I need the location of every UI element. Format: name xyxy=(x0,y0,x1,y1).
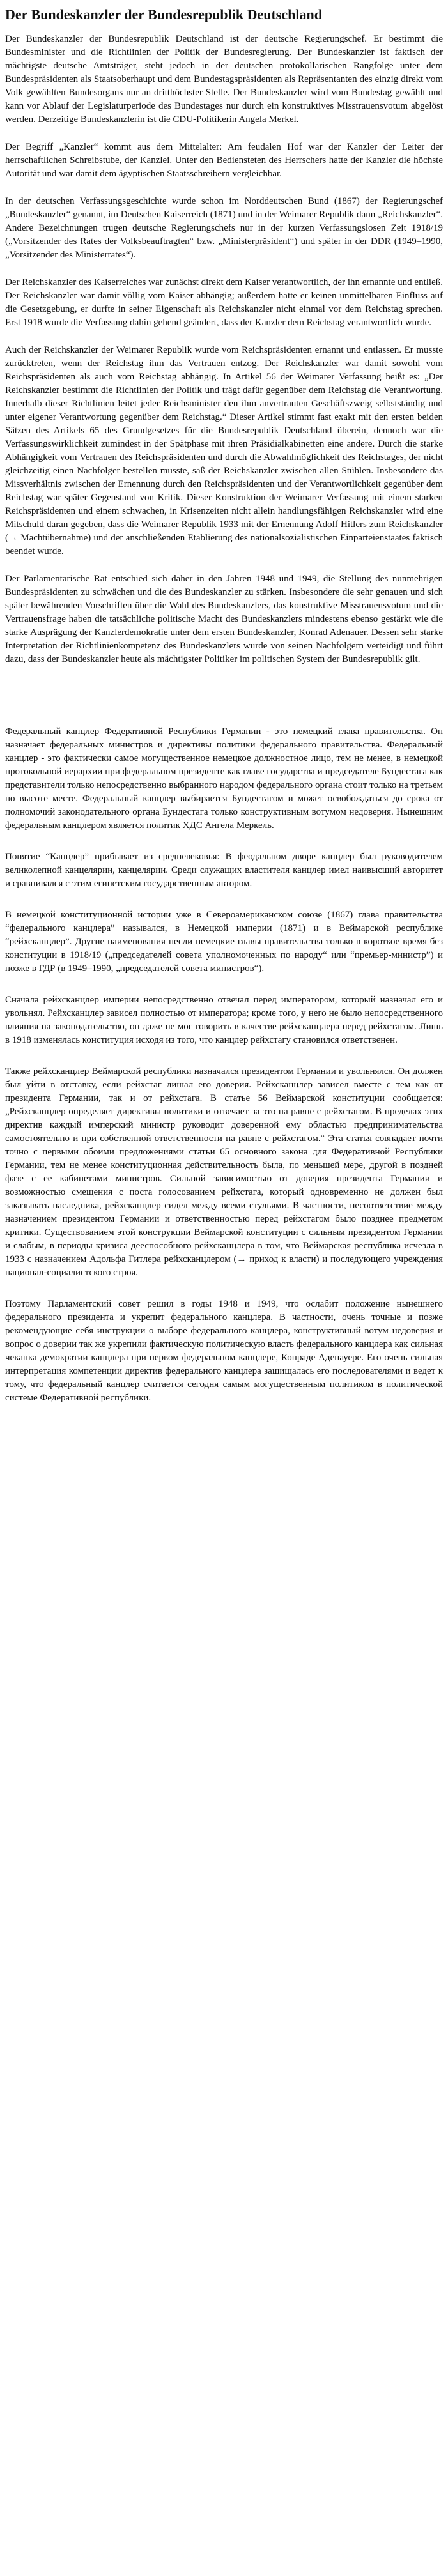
russian-paragraph-5: Также рейхсканцлер Веймарской республики назначался президентом Германии и увольнялся. Он должен был уйти в отставку, если рейхстаг лишал его доверия. Рейхсканцлер зависел вместе с тем как от президента Германии, так и от рейхстага. В статье 56 Веймарской конституции сообщается: „Рейхсканцлер определяет директивы политики и отвечает за это на равне с рейхстагом. В пределах этих директив каждый имперский министр руководит доверенной ему областью предпринимательства самостоятельно и при собственной ответственности на равне с рейхстагом.“ Эта статья совпадает почти точно с первыми обоими предложениями статьи 65 основного закона для Федеративной Республики Германии, тем не менее конституционная действительность была, по меньшей мере, другой в поздней фазе с ее кабинетами министров. Сильной зависимостью от доверия президента Германии и возможностью смещения с поста голосованием рейхстага, который одновременно не должен был заказывать наследника, рейхсканцлер сидел между всеми стульями. В частности, несоответствие между назначением президентом Германии и ответственностью перед рейхстагом было позднее предметом критики. Существованием этой конструкции Веймарской конституции с сильным президентом Германии и слабым, в периоды кризиса дееспособного рейхсканцлера в том, что Веймарская республика исчезла в 1933 с назначением Адольфа Гитлера рейхсканцлером (→ приход к власти) и последующего учреждения национал-социалистского строя. xyxy=(5,1066,443,1278)
russian-paragraph-4: Сначала рейхсканцлер империи непосредственно отвечал перед императором, который назначал его и увольнял. Рейхсканцлер зависел полностью от императора; кроме того, у него не было непосредственного влияния на законодательство, он даже не мог говорить в качестве рейхсканцлера перед рейхстагом. Лишь в 1918 изменялась конституция исходя из того, что канцлер рейхстагу становился ответственен. xyxy=(5,995,443,1046)
russian-paragraph-3: В немецкой конституционной истории уже в Североамериканском союзе (1867) глава правительства “федерального канцлера” назывался, в Немецкой империи (1871) и в Веймарской республике “рейхсканцлер”. Другие наименования несли немецкие главы правительства только в короткое время без конституции в 1918/19 („председателей совета уполномоченных по народу“ или “премьер-министр”) и позже в ГДР (в 1949–1990, „председателей совета министров“). xyxy=(5,910,443,974)
german-paragraph-6: Der Parlamentarische Rat entschied sich daher in den Jahren 1948 und 1949, die Stellung des nunmehrigen Bundespräsidenten zu schwächen und die des Bundeskanzler zu stärken. Insbesondere die sehr genauen und sich später bewährenden Vorschriften über die Wahl des Bundeskanzlers, das konstruktive Misstrauensvotum und die Vertrauensfrage haben die tatsächliche politische Macht des Bundeskanzlers mindestens ebenso gestärkt wie die starke Ausprägung der Kanzlerdemokratie unter dem ersten Bundeskanzler, Konrad Adenauer. Dessen sehr starke Interpretation der Richtlinienkompetenz des Bundeskanzlers wurde von seinen Nachfolgern verteidigt und führt dazu, dass der Bundeskanzler heute als mächtigster Politiker im politischen System der Bundesrepublik gilt. xyxy=(5,574,443,665)
russian-paragraph-6: Поэтому Парламентский совет решил в годы 1948 и 1949, что ослабит положение нынешнего федерального президента и укрепит федерального канцлера. В частности, очень точные и позже рекомендующие себя инструкции о выборе федерального канцлера, конструктивный вотум недоверия и вопрос о доверии так же укрепили фактическую политическую власть федерального канцлера как сильная чеканка демократии канцлера при первом федеральном канцлере, Конраде Аденауере. Его очень сильная интерпретация компетенции директив федерального канцлера защищалась его последователями и ведет к тому, что федеральный канцлер считается сегодня самым могущественным политиком в политической системе Федеративной республики. xyxy=(5,1299,443,1404)
section-spacer xyxy=(5,680,443,725)
german-section xyxy=(5,33,443,666)
page-title: Der Bundeskanzler der Bundesrepublik Deutschland xyxy=(5,6,443,26)
german-paragraph-4: Der Reichskanzler des Kaiserreiches war zunächst direkt dem Kaiser verantwortlich, der ihn ernannte und entließ. Der Reichskanzler war damit völlig vom Kaiser abhängig; außerdem hatte er keinen unmittelbaren Einfluss auf die Gesetzgebung, er durfte in seiner Eigenschaft als Reichskanzler nicht einmal vor dem Reichstag sprechen. Erst 1918 wurde die Verfassung dahin gehend geändert, dass der Kanzler dem Reichstag verantwortlich wurde. xyxy=(5,277,443,328)
russian-section xyxy=(5,725,443,1405)
german-paragraph-2: Der Begriff „Kanzler“ kommt aus dem Mittelalter: Am feudalen Hof war der Kanzler der Leiter der herrschaftlichen Schreibstube, der Kanzlei. Unter den Bediensteten des Herrschers hatte der Kanzler die höchste Autorität und war damit dem ägyptischen Staatsschreibern vergleichbar. xyxy=(5,142,443,180)
german-paragraph-1: Der Bundeskanzler der Bundesrepublik Deutschland ist der deutsche Regierungschef. Er bestimmt die Bundesminister und die Richtlinien der Politik der Bundesregierung. Der Bundeskanzler ist faktisch der mächtigste deutsche Amtsträger, steht jedoch in der deutschen protokollarischen Rangfolge unter dem Bundespräsidenten als Staatsoberhaupt und dem Bundestagspräsidenten als Repräsentanten des einzig direkt vom Volk gewählten Bundesorgans nur an dritthöchster Stelle. Der Bundeskanzler wird vom Bundestag gewählt und kann vor Ablauf der Legislaturperiode des Bundestages nur durch ein konstruktives Misstrauensvotum abgelöst werden. Derzeitige Bundeskanzlerin ist die CDU-Politikerin Angela Merkel. xyxy=(5,34,443,125)
german-paragraph-3: In der deutschen Verfassungsgeschichte wurde schon im Norddeutschen Bund (1867) der Regierungschef „Bundeskanzler“ genannt, im Deutschen Kaiserreich (1871) und in der Weimarer Republik dann „Reichskanzler“. Andere Bezeichnungen trugen deutsche Regierungschefs nur in der kurzen Verfassungslosen Zeit 1918/19 („Vorsitzender des Rates der Volksbeauftragten“ bzw. „Ministerpräsident“) und später in der DDR (1949–1990, „Vorsitzender des Ministerrates“). xyxy=(5,196,443,261)
german-paragraph-5: Auch der Reichskanzler der Weimarer Republik wurde vom Reichspräsidenten ernannt und entlassen. Er musste zurücktreten, wenn der Reichstag ihm das Vertrauen entzog. Der Reichskanzler war damit sowohl vom Reichspräsidenten als auch vom Reichstag abhängig. In Artikel 56 der Weimarer Verfassung heißt es: „Der Reichskanzler bestimmt die Richtlinien der Politik und trägt dafür gegenüber dem Reichstag die Verantwortung. Innerhalb dieser Richtlinien leitet jeder Reichsminister den ihm anvertrauten Geschäftszweig selbstständig und unter eigener Verantwortung gegenüber dem Reichstag.“ Dieser Artikel stimmt fast exakt mit den ersten beiden Sätzen des Artikels 65 des Grundgesetzes für die Bundesrepublik Deutschland überein, dennoch war die Verfassungswirklichkeit zumindest in der Spätphase mit ihren Präsidialkabinetten eine andere. Durch die starke Abhängigkeit vom Vertrauen des Reichspräsidenten und durch die Abwahlmöglichkeit des Reichstages, der nicht gleichzeitig einen Nachfolger bestellen musste, saß der Reichskanzler zwischen allen Stühlen. Insbesondere das Missverhältnis zwischen der Ernennung durch den Reichspräsidenten und der Verantwortlichkeit gegenüber dem Reichstag war später Gegenstand von Kritik. Dieser Konstruktion der Weimarer Verfassung mit einem starken Reichspräsidenten und einem schwachen, in Krisenzeiten nicht allein handlungsfähigen Reichskanzler wird eine Mitschuld daran gegeben, dass die Weimarer Republik 1933 mit der Ernennung Adolf Hitlers zum Reichskanzler (→ Machtübernahme) und der anschließenden Etablierung des nationalsozialistischen Einparteienstaates faktisch beendet wurde. xyxy=(5,345,443,557)
russian-paragraph-1: Федеральный канцлер Федеративной Республики Германии - это немецкий глава правительства. Он назначает федеральных министров и директивы политики федерального правительства. Федеральный канцлер - это фактически самое могущественное немецкое должностное лицо, тем не менее, в немецкой протокольной иерархии при федеральном президенте как главе государства и председателе Бундестага как представители только непосредственно выбранного народом федерального органа стоит только на третьем по высоте месте. Федеральный канцлер выбирается Бундестагом и может освобождаться до срока от полномочий законодательного органа Бундестага только конструктивным вотумом недоверия. Нынешним федеральным канцлером является политик ХДС Ангела Меркель. xyxy=(5,726,443,831)
russian-paragraph-2: Понятие “Канцлер” прибывает из средневековья: В феодальном дворе канцлер был руководителем великолепной канцелярии, канцелярии. Среди служащих властителя канцлер имел наивысший авторитет и сравнивался с этим египетским государственным автором. xyxy=(5,852,443,889)
